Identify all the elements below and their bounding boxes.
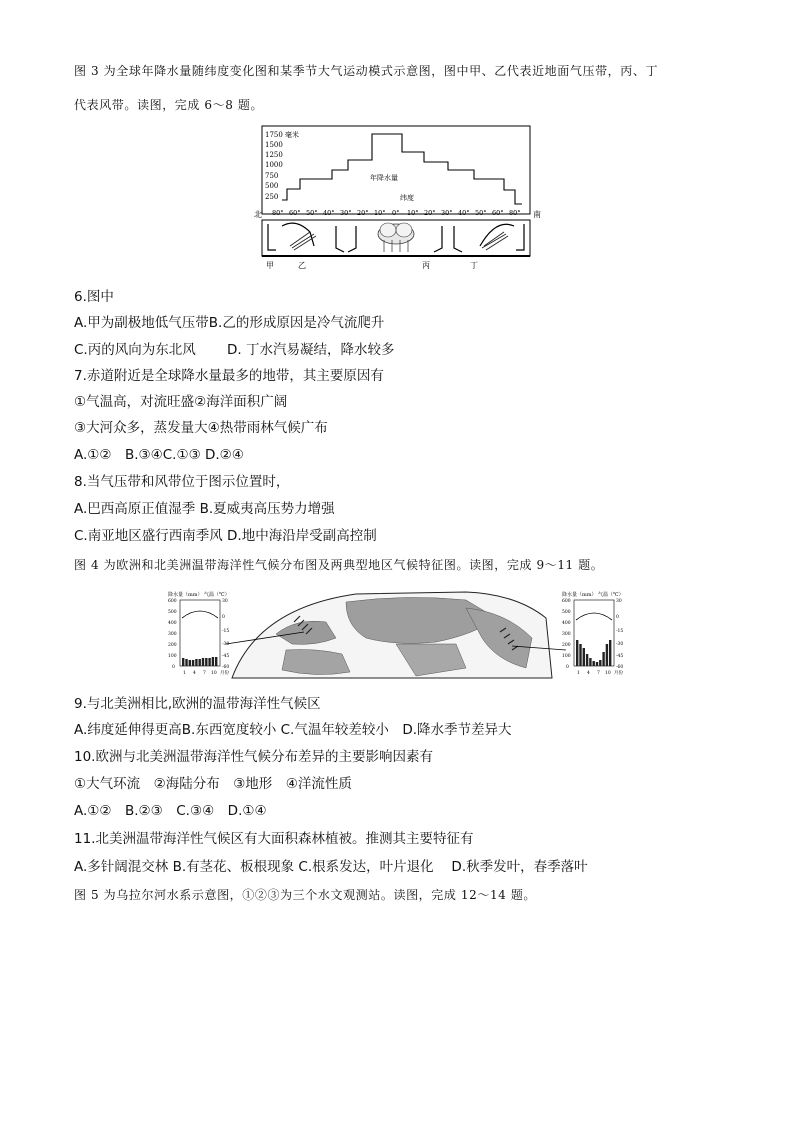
temp-tick: -30 <box>616 642 624 647</box>
q7-items-1: ①气温高，对流旺盛②海洋面积广阔 <box>74 394 288 410</box>
precip-tick: 0 <box>566 665 569 670</box>
month-tick: 4 <box>587 671 590 676</box>
climograph-europe <box>168 591 230 676</box>
y-tick-500: 500 <box>265 182 279 190</box>
precip-axis-label: 降水量（mm） <box>168 592 203 598</box>
lat-tick: 10° <box>407 209 419 217</box>
belt-label-yi: 乙 <box>298 261 306 270</box>
temp-tick: 0 <box>616 615 619 620</box>
intro-figure3-line1: 图 3 为全球年降水量随纬度变化图和某季节大气运动模式示意图，图中甲、乙代表近地面气压带，丙、丁 <box>74 64 659 78</box>
q8-options-ab: A.巴西高原正值湿季 B.夏威夷高压势力增强 <box>74 501 335 517</box>
q10-options: A.①② B.②③ C.③④ D.①④ <box>74 803 267 819</box>
precip-tick: 0 <box>172 665 175 670</box>
q8-options-cd: C.南亚地区盛行西南季风 D.地中海沿岸受副高控制 <box>74 528 377 544</box>
north-label: 北 <box>254 210 262 219</box>
climograph-namerica <box>562 591 624 676</box>
lat-tick: 60° <box>289 209 301 217</box>
q10-stem: 10.欧洲与北美洲温带海洋性气候分布差异的主要影响因素有 <box>74 749 433 765</box>
intro-figure4: 图 4 为欧洲和北美洲温带海洋性气候分布图及两典型地区气候特征图。读图，完成 9～11 题。 <box>74 558 604 572</box>
intro-figure5: 图 5 为乌拉尔河水系示意图，①②③为三个水文观测站。读图，完成 12～14 题。 <box>74 888 537 902</box>
temp-tick: 0 <box>222 615 225 620</box>
lat-tick: 40° <box>458 209 470 217</box>
precip-tick: 200 <box>168 643 177 648</box>
belt-label-jia: 甲 <box>266 261 274 270</box>
precip-axis-label: 降水量（mm） <box>562 592 597 598</box>
lat-tick: 0° <box>392 209 400 217</box>
lat-tick: 50° <box>475 209 487 217</box>
precip-tick: 600 <box>168 599 177 604</box>
y-tick-750: 750 <box>265 172 279 180</box>
q7-stem: 7.赤道附近是全球降水量最多的地带，其主要原因有 <box>74 368 384 384</box>
temp-tick: -30 <box>222 642 230 647</box>
intro-figure3-line2: 代表风带。读图，完成 6～8 题。 <box>74 98 264 112</box>
lat-tick: 30° <box>340 209 352 217</box>
y-tick-1500: 1500 <box>265 141 283 149</box>
lat-tick: 30° <box>441 209 453 217</box>
axis-label-latitude: 纬度 <box>400 194 414 202</box>
y-tick-250: 250 <box>265 193 279 201</box>
precip-tick: 500 <box>168 610 177 615</box>
month-tick: 7 <box>597 671 600 676</box>
lat-tick: 60° <box>492 209 504 217</box>
series-label: 年降水量 <box>370 174 398 182</box>
temp-tick: -15 <box>616 629 624 634</box>
month-tick: 10 <box>211 671 217 676</box>
precip-tick: 400 <box>562 621 571 626</box>
lat-tick: 40° <box>323 209 335 217</box>
precip-tick: 500 <box>562 610 571 615</box>
precip-tick: 600 <box>562 599 571 604</box>
q8-stem: 8.当气压带和风带位于图示位置时， <box>74 474 290 490</box>
south-label: 南 <box>533 210 541 219</box>
latitude-ticks <box>272 209 521 217</box>
figure4-maritime-climate-map <box>166 588 628 684</box>
belt-label-ding: 丁 <box>470 261 478 270</box>
month-tick: 7 <box>203 671 206 676</box>
precip-tick: 300 <box>168 632 177 637</box>
lat-tick: 50° <box>306 209 318 217</box>
precip-tick: 400 <box>168 621 177 626</box>
lat-tick: 80° <box>272 209 284 217</box>
y-tick-1750: 1750 毫米 <box>265 131 300 139</box>
q10-items: ①大气环流 ②海陆分布 ③地形 ④洋流性质 <box>74 776 352 792</box>
month-tick: 1 <box>183 671 186 676</box>
convection-cloud <box>378 223 414 252</box>
month-unit: 月份 <box>614 671 623 676</box>
q9-options: A.纬度延伸得更高B.东西宽度较小 C.气温年较差较小 D.降水季节差异大 <box>74 722 512 738</box>
q6-options-cd: C.丙的风向为东北风 D. 丁水汽易凝结，降水较多 <box>74 342 395 358</box>
y-tick-1250: 1250 <box>265 151 283 159</box>
lat-tick: 80° <box>509 209 521 217</box>
lat-tick: 20° <box>424 209 436 217</box>
temp-axis-label: 气温（℃） <box>598 592 624 598</box>
month-tick: 1 <box>577 671 580 676</box>
temp-tick: -45 <box>222 654 230 659</box>
precip-tick: 200 <box>562 643 571 648</box>
q9-stem: 9.与北美洲相比,欧洲的温带海洋性气候区 <box>74 696 321 712</box>
precip-tick: 100 <box>168 654 177 659</box>
precip-tick: 300 <box>562 632 571 637</box>
month-unit: 月份 <box>220 671 229 676</box>
q6-stem: 6.图中 <box>74 289 114 305</box>
month-tick: 4 <box>193 671 196 676</box>
world-map <box>232 592 552 678</box>
q7-items-2: ③大河众多，蒸发量大④热带雨林气候广布 <box>74 420 328 436</box>
figure3-precipitation-circulation <box>252 122 548 272</box>
q11-options: A.多针阔混交林 B.有茎花、板根现象 C.根系发达，叶片退化 D.秋季发叶，春季落叶 <box>74 859 588 875</box>
temp-tick: 30 <box>222 599 228 604</box>
temp-axis-label: 气温（℃） <box>204 592 230 598</box>
q11-stem: 11.北美洲温带海洋性气候区有大面积森林植被。推测其主要特征有 <box>74 831 474 847</box>
temp-tick: -45 <box>616 654 624 659</box>
temp-tick: 30 <box>616 599 622 604</box>
q6-options-ab: A.甲为副极地低气压带B.乙的形成原因是冷气流爬升 <box>74 315 385 331</box>
temp-tick: -15 <box>222 629 230 634</box>
temp-tick: -60 <box>616 665 624 670</box>
belt-label-bing: 丙 <box>422 261 430 270</box>
lat-tick: 10° <box>374 209 386 217</box>
temp-tick: -60 <box>222 665 230 670</box>
lat-tick: 20° <box>357 209 369 217</box>
month-tick: 10 <box>605 671 611 676</box>
q7-options: A.①② B.③④C.①③ D.②④ <box>74 447 244 463</box>
y-tick-1000: 1000 <box>265 161 283 169</box>
precip-tick: 100 <box>562 654 571 659</box>
